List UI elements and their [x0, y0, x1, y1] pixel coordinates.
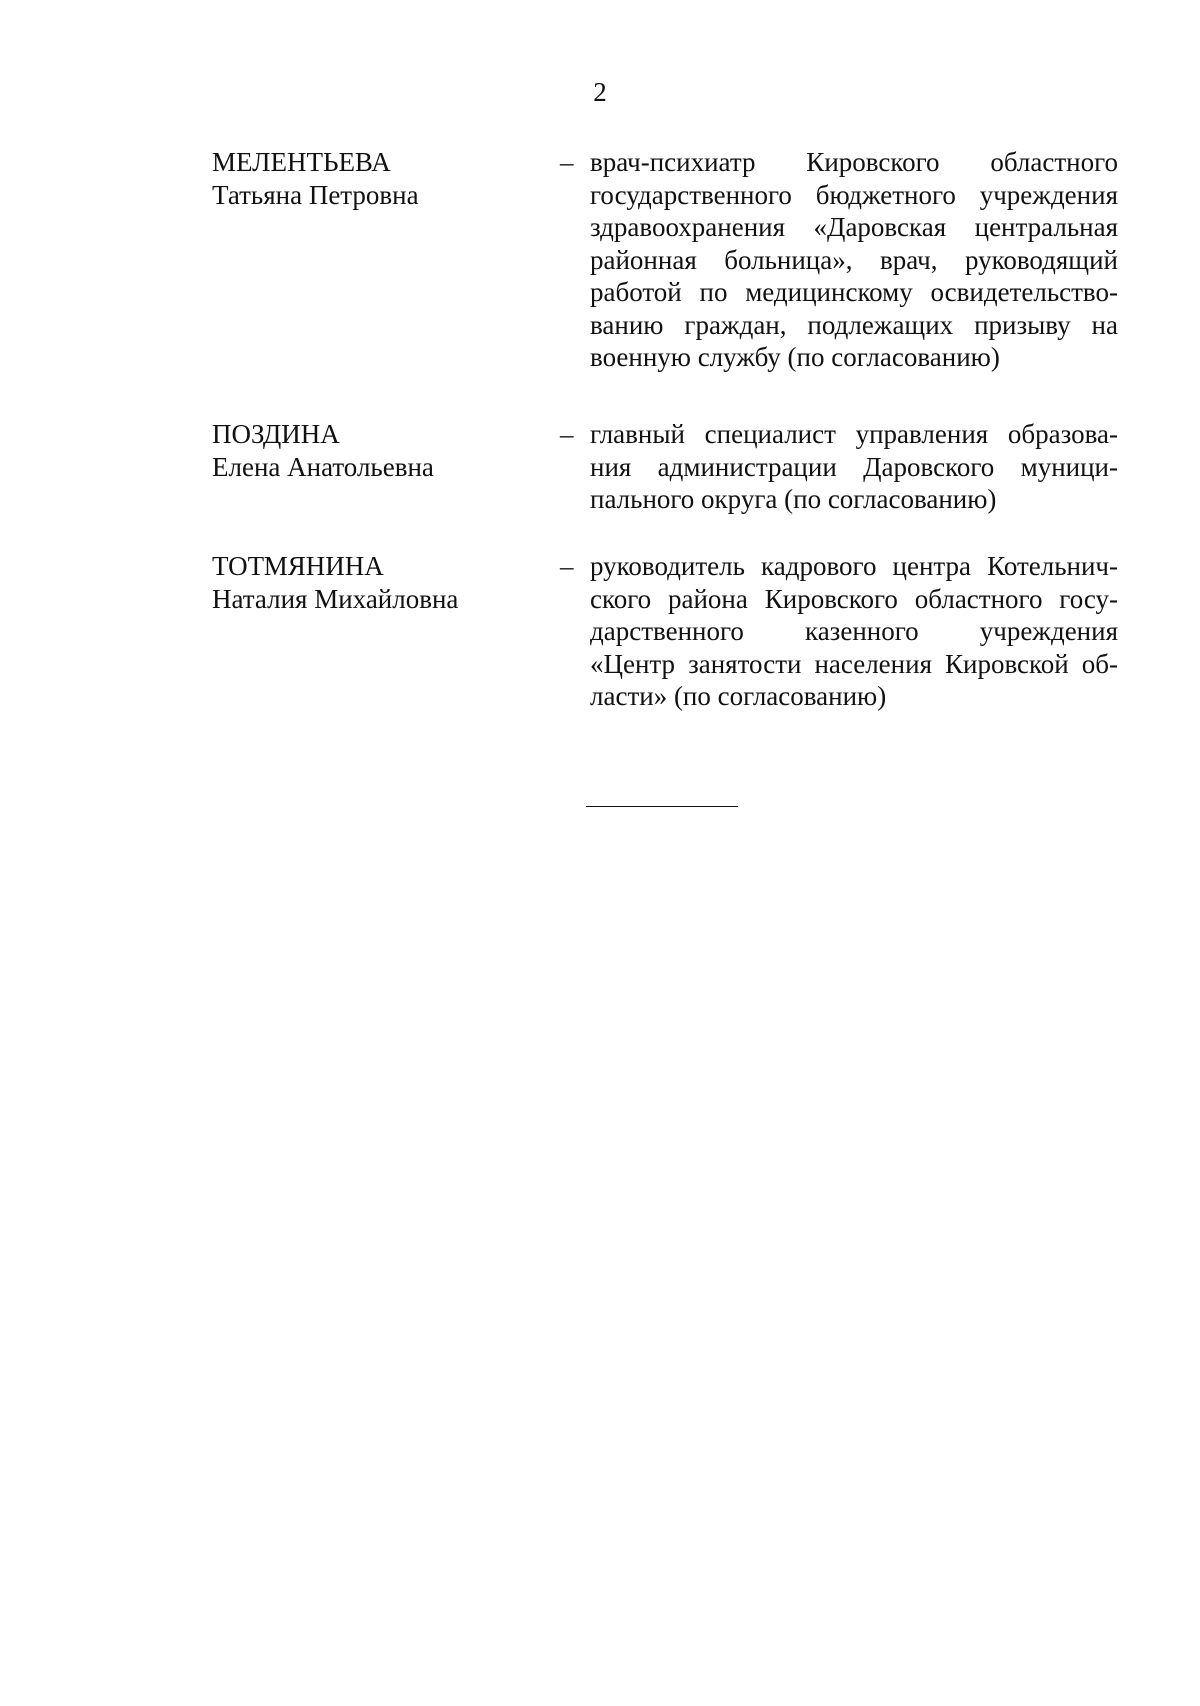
position-line: главный специалист управления образова-	[590, 419, 1118, 449]
dash-separator: –	[560, 147, 574, 177]
position-line: военную службу (по согласованию)	[590, 342, 1000, 372]
member-name	[212, 418, 542, 483]
position-line: ванию граждан, подлежащих призыву на	[590, 309, 1118, 340]
dash-separator: –	[560, 419, 574, 449]
position-line: районная больница», врач, руководящий	[590, 244, 1118, 275]
member-position	[590, 418, 1118, 516]
page-number: 2	[593, 77, 607, 107]
position-line: дарственного казенного учреждения	[590, 616, 1118, 646]
position-line: ского района Кировского областного госу-	[590, 583, 1118, 614]
position-line: работой по медицинскому освидетельство-	[590, 277, 1118, 307]
member-name	[212, 146, 542, 211]
position-line: пального округа (по согласованию)	[590, 484, 997, 514]
position-line: ласти» (по согласованию)	[590, 681, 887, 711]
member-surname: МЕЛЕНТЬЕВА	[212, 147, 391, 177]
member-given-names: Наталия Михайловна	[212, 583, 459, 614]
member-name	[212, 550, 542, 615]
end-of-document-rule	[586, 806, 738, 807]
member-surname: ТОТМЯНИНА	[212, 551, 384, 581]
position-line: руководитель кадрового центра Котельнич-	[590, 551, 1118, 581]
member-given-names: Татьяна Петровна	[212, 179, 419, 210]
position-line: «Центр занятости населения Кировской об-	[590, 648, 1118, 679]
position-line: врач-психиатр Кировского областного	[590, 147, 1118, 177]
position-line: здравоохранения «Даровская центральная	[590, 212, 1118, 242]
position-line: государственного бюджетного учреждения	[590, 179, 1118, 210]
member-given-names: Елена Анатольевна	[212, 451, 434, 482]
position-line: ния администрации Даровского муници-	[590, 451, 1118, 482]
member-position	[590, 550, 1118, 713]
dash-separator: –	[560, 551, 574, 581]
member-surname: ПОЗДИНА	[212, 419, 340, 449]
member-position	[590, 146, 1118, 374]
